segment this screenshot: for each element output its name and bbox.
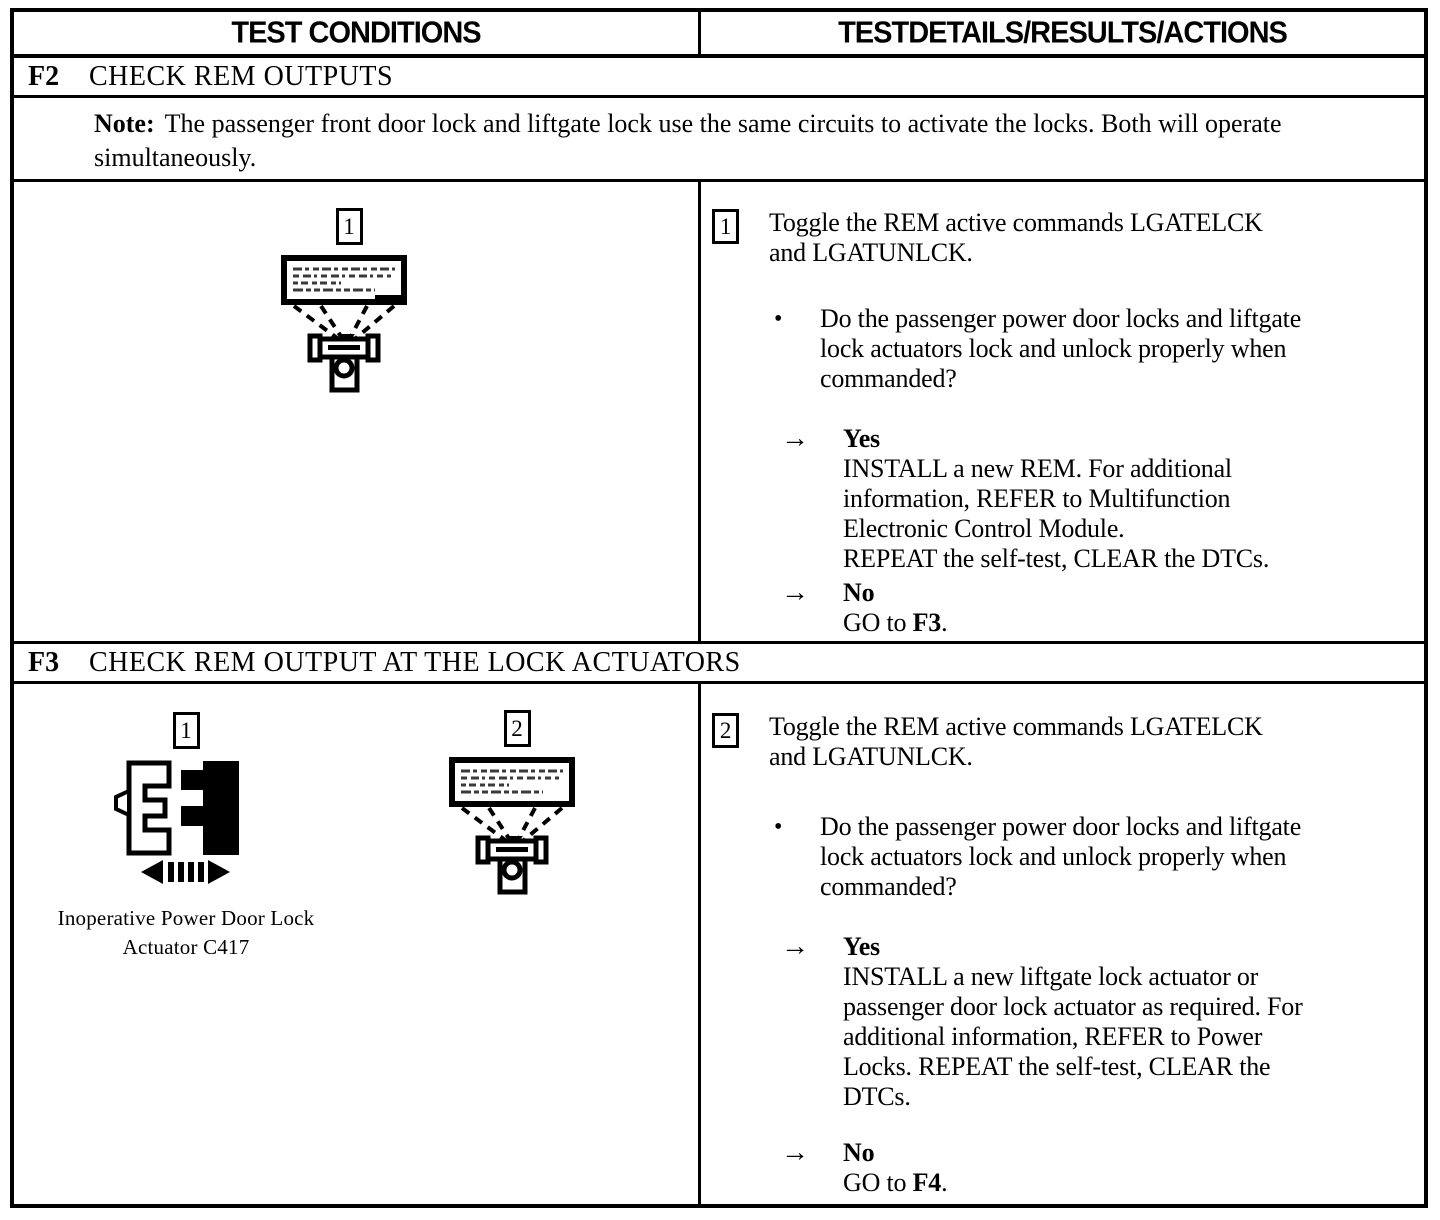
pinpoint-test-table — [10, 8, 1428, 1208]
note-label: Note: — [94, 109, 155, 138]
result-arrow-icon: → — [781, 577, 809, 608]
step-question: • Do the passenger power door locks and liftgate lock actuators lock and unlock properly when commanded? — [774, 812, 1302, 901]
test-details-label: TESTDETAILS/RESULTS/ACTIONS — [838, 15, 1287, 50]
step-instruction: Toggle the REM active commands LGATELCK and LGATUNLCK. — [769, 712, 1263, 771]
yes-result-row: → Yes INSTALL a new liftgate lock actuator or passenger door lock actuator as required. For additional information, REFER to Power Locks. REPEAT the self-test, CLEAR the DTCs. — [781, 931, 1303, 1111]
step-instruction: Toggle the REM active commands LGATELCK and LGATUNLCK. — [769, 208, 1263, 267]
figure-callout-number: 1 — [343, 213, 355, 239]
step-1-block — [701, 182, 1424, 638]
f2-test-details-cell — [701, 182, 1424, 641]
step-2-block — [701, 684, 1424, 1198]
scan-tool-icon — [279, 254, 419, 394]
section-f2-content-row — [14, 182, 1424, 644]
bullet-icon: • — [774, 814, 783, 840]
figure-callout-badge — [173, 712, 200, 749]
section-f3-content-row — [14, 684, 1424, 1204]
note-text: The passenger front door lock and liftgate lock use the same circuits to activate the locks. Both will operate simultaneously. — [94, 109, 1282, 172]
f3-connector-figure — [41, 712, 331, 962]
f3-test-conditions-cell — [14, 684, 701, 1204]
bullet-icon: • — [774, 306, 783, 332]
step-number: 2 — [719, 717, 732, 743]
figure-caption: Inoperative Power Door Lock Actuator C417 — [57, 906, 315, 959]
step-number-badge — [712, 713, 739, 748]
no-label: No — [843, 578, 875, 607]
section-f3-title-row — [14, 644, 1424, 684]
f3-scan-tool-figure — [447, 710, 587, 896]
figure-callout-number: 1 — [180, 717, 192, 743]
f2-test-conditions-cell — [14, 182, 701, 641]
figure-callout-badge — [504, 710, 531, 747]
figure-callout-badge — [336, 208, 363, 245]
result-arrow-icon: → — [781, 931, 809, 962]
figure-callout-number: 2 — [511, 715, 523, 741]
no-result-row — [701, 1138, 1424, 1198]
result-arrow-icon: → — [781, 1137, 809, 1168]
yes-label: Yes — [843, 424, 880, 453]
no-action: GO to F3. — [843, 608, 948, 637]
section-f2-title-row — [14, 58, 1424, 98]
scan-tool-icon — [447, 756, 587, 896]
no-result-row — [701, 578, 1424, 638]
disconnected-connector-icon — [111, 758, 261, 888]
section-f2-code: F2 — [28, 60, 60, 92]
result-arrow-icon: → — [781, 423, 809, 454]
f2-scan-tool-figure — [279, 208, 419, 394]
section-f3-title: CHECK REM OUTPUT AT THE LOCK ACTUATORS — [89, 646, 741, 678]
step-number-badge — [712, 209, 739, 244]
yes-label: Yes — [843, 932, 880, 961]
column-header-test-details — [701, 11, 1424, 55]
step-number: 1 — [719, 213, 732, 239]
step-question: • Do the passenger power door locks and liftgate lock actuators lock and unlock properly when commanded? — [774, 304, 1302, 393]
yes-result-row: → Yes INSTALL a new REM. For additional information, REFER to Multifunction Electronic Control Module. REPEAT the self-test, CLEAR the DTCs. — [781, 423, 1270, 573]
test-conditions-label: TEST CONDITIONS — [231, 15, 481, 50]
no-action: GO to F4. — [843, 1168, 948, 1197]
section-f3-code: F3 — [28, 646, 60, 678]
column-header-test-conditions — [14, 11, 701, 55]
note-row — [14, 98, 1424, 182]
no-label: No — [843, 1138, 875, 1167]
table-header-row — [14, 12, 1424, 58]
section-f2-title: CHECK REM OUTPUTS — [89, 60, 394, 92]
f3-test-details-cell — [701, 684, 1424, 1204]
